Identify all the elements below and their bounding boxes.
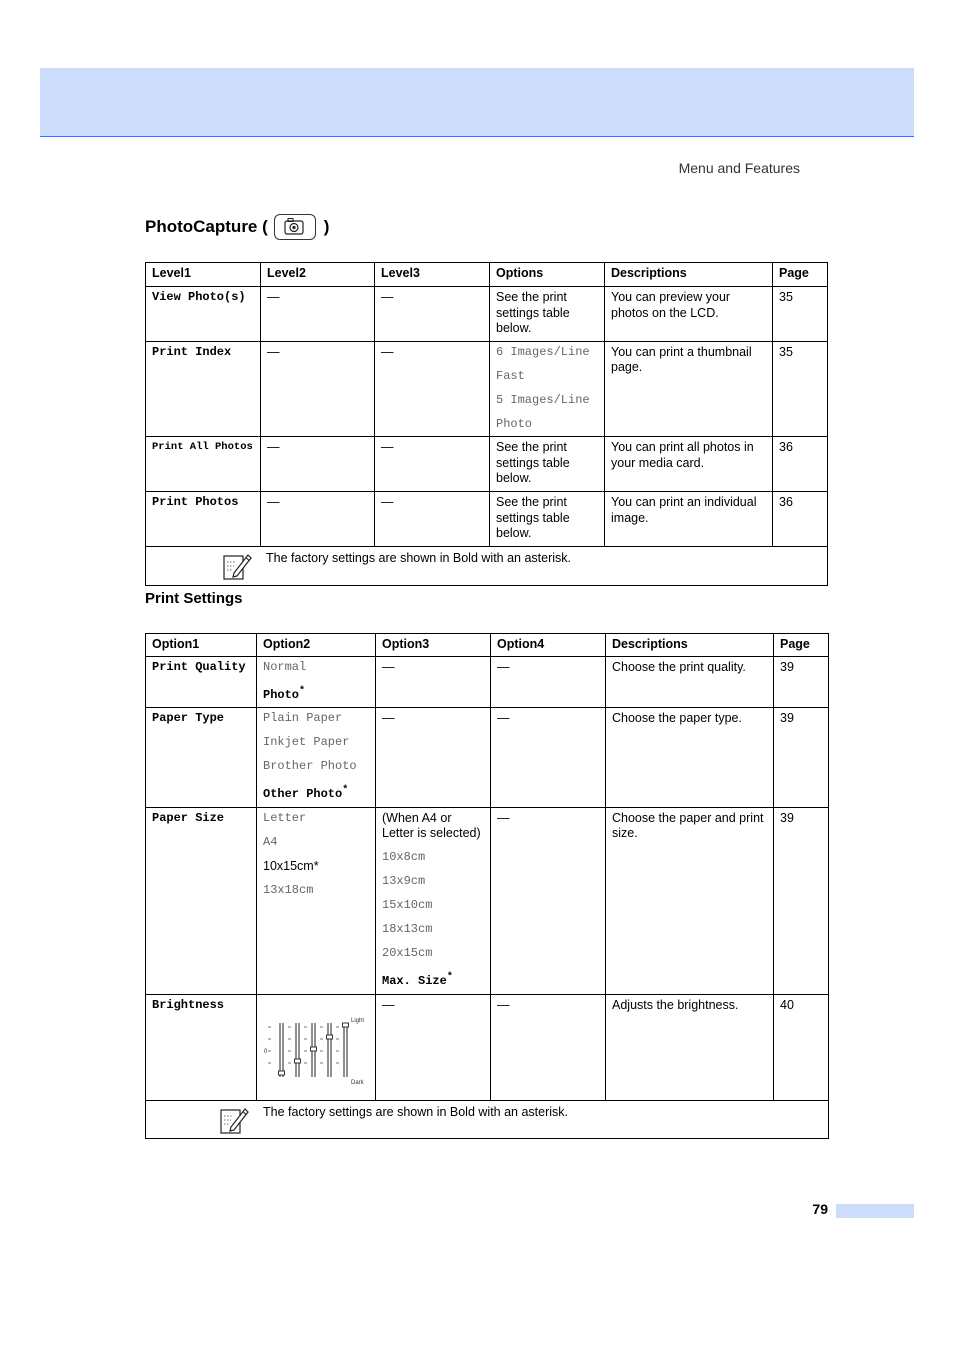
asterisk: * [446,972,453,983]
table-row [146,656,829,708]
level2-cell: — [261,341,375,437]
table-row [146,492,828,547]
option-value-text: Photo [263,687,300,702]
option-value: Photo [496,416,533,431]
description-cell: Choose the paper and print size. [606,807,774,994]
level1-cell: Print All Photos [146,437,261,492]
table-row [146,437,828,492]
brightness-dark-label: Dark [351,1079,364,1086]
level1-cell: Print Index [146,341,261,437]
option-value: 18x13cm [382,922,433,936]
options-cell: See the print settings table below. [490,437,605,492]
description-cell: You can preview your photos on the LCD. [605,287,773,342]
option2-cell [257,994,376,1100]
option-value: 10x8cm [382,850,426,864]
level3-cell: — [375,341,490,437]
option4-cell: — [491,656,606,708]
level1-cell: View Photo(s) [146,287,261,342]
option-value-text: Max. Size [382,974,447,988]
header-band [40,68,914,137]
column-header: Descriptions [606,634,774,657]
page-cell: 39 [774,807,829,994]
column-header: Page [774,634,829,657]
page-tab-marker [836,1204,914,1218]
option-value: Brother Photo [263,759,357,773]
table-header-row [146,263,828,287]
level2-cell: — [261,492,375,547]
option4-cell: — [491,708,606,808]
level1-cell: Print Photos [146,492,261,547]
level3-cell: — [375,437,490,492]
note-row [146,546,828,585]
option3-note: (When A4 or Letter is selected) [382,810,481,840]
option-value: 13x9cm [382,874,426,888]
option-value: 20x15cm [382,946,433,960]
option-value-default [263,783,370,803]
asterisk: * [342,785,349,796]
option3-cell: — [376,994,491,1100]
option-value-default [382,970,485,990]
option-value-text: Other Photo [263,787,343,801]
option4-cell: — [491,994,606,1100]
print-settings-table [145,633,829,1139]
level3-cell: — [375,287,490,342]
level2-cell: — [261,437,375,492]
option-value: Plain Paper [263,711,343,725]
page-cell: 35 [773,341,828,437]
option1-cell: Brightness [146,994,257,1100]
column-header: Page [773,263,828,287]
note-text: The factory settings are shown in Bold with an asterisk. [263,1104,569,1119]
brightness-scale-graphic [262,1017,370,1093]
brightness-light-label: Light [351,1017,365,1024]
option2-cell [257,656,376,708]
option-value: 5 Images/Line [496,392,590,407]
column-header: Option4 [491,634,606,657]
description-cell: Adjusts the brightness. [606,994,774,1100]
option-value: Fast [496,368,525,383]
page-cell: 36 [773,437,828,492]
column-header: Level2 [261,263,375,287]
page-cell: 39 [774,708,829,808]
option-value: Normal [263,659,307,674]
description-cell: You can print a thumbnail page. [605,341,773,437]
page-cell: 36 [773,492,828,547]
table-row [146,994,829,1100]
option-value-default: 10x15cm* [263,858,319,873]
option-value: A4 [263,834,278,849]
table-row [146,708,829,808]
option3-cell [376,807,491,994]
column-header: Option2 [257,634,376,657]
note-cell [146,1100,829,1138]
table-row [146,287,828,342]
column-header: Level3 [375,263,490,287]
option1-cell: Paper Size [146,807,257,994]
page-cell: 35 [773,287,828,342]
column-header: Option3 [376,634,491,657]
description-cell: You can print an individual image. [605,492,773,547]
camera-icon [274,214,316,240]
section-title-prefix: PhotoCapture ( [145,217,268,236]
table-row [146,341,828,437]
description-cell: Choose the paper type. [606,708,774,808]
description-cell: You can print all photos in your media card. [605,437,773,492]
page-number: 79 [812,1201,828,1217]
note-cell [146,546,828,585]
level2-cell: — [261,287,375,342]
option2-cell [257,807,376,994]
option3-cell: — [376,656,491,708]
level3-cell: — [375,492,490,547]
running-header: Menu and Features [678,160,800,176]
note-row [146,1100,829,1138]
table-row [146,807,829,994]
option-value: 15x10cm [382,898,433,912]
section-title [145,214,329,240]
column-header: Options [490,263,605,287]
option-value: 6 Images/Line [496,344,590,359]
option3-cell: — [376,708,491,808]
options-cell: See the print settings table below. [490,492,605,547]
asterisk: * [299,685,306,697]
column-header: Level1 [146,263,261,287]
option-value: 13x18cm [263,882,314,897]
option1-cell: Print Quality [146,656,257,708]
note-pencil-icon [219,1105,249,1140]
photocapture-table [145,262,828,586]
svg-text:0: 0 [264,1048,268,1055]
option4-cell: — [491,807,606,994]
description-cell: Choose the print quality. [606,656,774,708]
page-cell: 40 [774,994,829,1100]
options-cell: See the print settings table below. [490,287,605,342]
option-value-default [263,684,370,704]
column-header: Descriptions [605,263,773,287]
options-cell [490,341,605,437]
column-header: Option1 [146,634,257,657]
option-value: Letter [263,810,307,825]
note-pencil-icon [222,551,252,586]
option-value: Inkjet Paper [263,735,350,749]
table-header-row [146,634,829,657]
page-cell: 39 [774,656,829,708]
print-settings-title: Print Settings [145,590,243,607]
section-title-suffix: ) [323,217,330,236]
option1-cell: Paper Type [146,708,257,808]
option2-cell [257,708,376,808]
note-text: The factory settings are shown in Bold with an asterisk. [266,550,572,565]
